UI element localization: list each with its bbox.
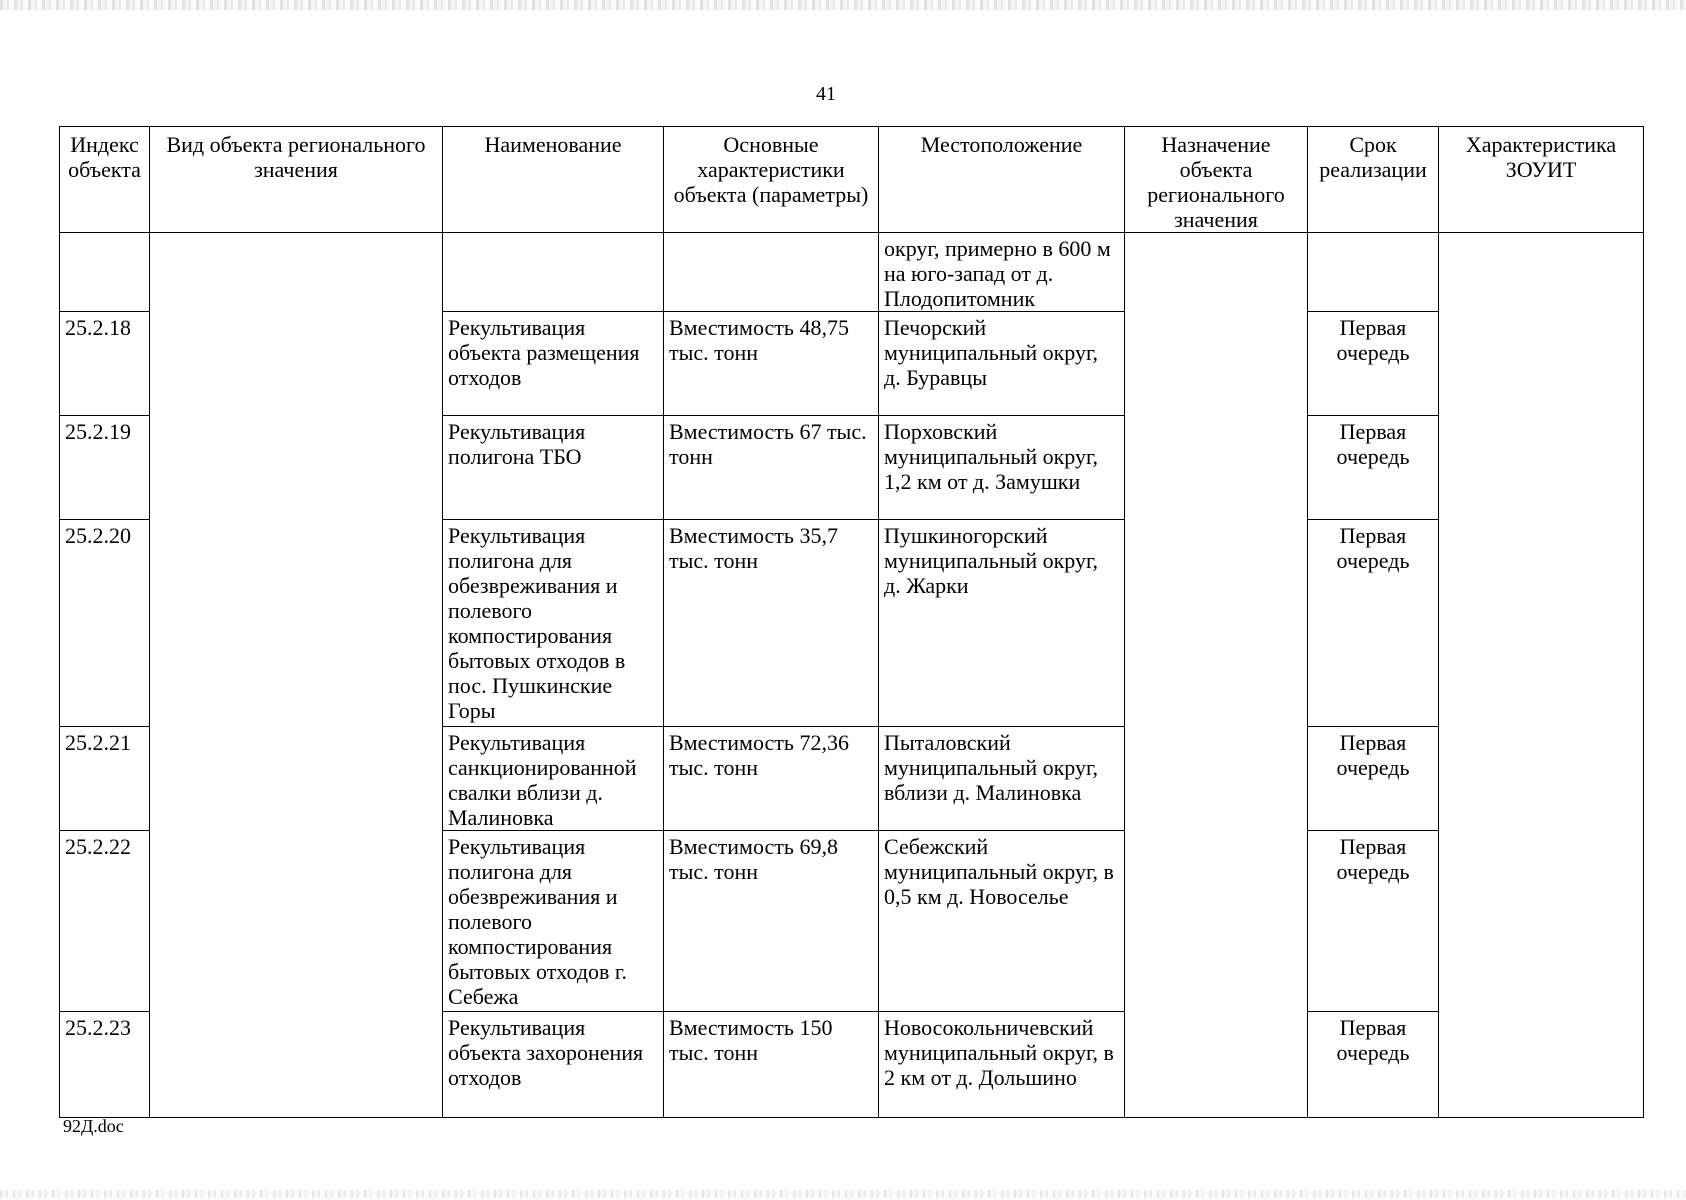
cell-term: Первая очередь [1308,1012,1439,1118]
cell-params: Вместимость 72,36 тыс. тонн [664,727,879,831]
scan-edge-top [0,0,1686,10]
header-zouit: Характеристика ЗОУИТ [1439,127,1644,233]
cell-term: Первая очередь [1308,416,1439,520]
cell-index: 25.2.20 [60,520,150,727]
cell-name: Рекультивация объекта захоронения отходов [443,1012,664,1118]
cell-zouit-merged [1439,233,1644,1118]
header-location: Местоположение [879,127,1125,233]
cell-term: Первая очередь [1308,312,1439,416]
cell-index: 25.2.23 [60,1012,150,1118]
cell-params: Вместимость 35,7 тыс. тонн [664,520,879,727]
cell-params: Вместимость 48,75 тыс. тонн [664,312,879,416]
footer-file-name: 92Д.doc [63,1116,124,1136]
header-type: Вид объекта регионального значения [150,127,443,233]
cell-location: Печорский муниципальный округ, д. Буравцы [879,312,1125,416]
cell-index: 25.2.18 [60,312,150,416]
page-number: 41 [816,83,836,105]
cell-type-merged [150,233,443,1118]
cell-name: Рекультивация полигона ТБО [443,416,664,520]
cell-name: Рекультивация полигона для обезвреживания и полевого компостирования бытовых отходов г. Себежа [443,831,664,1012]
cell-index: 25.2.21 [60,727,150,831]
cell-location: Пушкиногорский муниципальный округ, д. Жарки [879,520,1125,727]
cell-term: Первая очередь [1308,831,1439,1012]
cell-name: Рекультивация полигона для обезвреживания и полевого компостирования бытовых отходов в пос. Пушкинские Горы [443,520,664,727]
table-header-row [60,127,1644,233]
cell-params [664,233,879,312]
scan-edge-bottom [0,1190,1686,1198]
cell-location: Новосокольничевский муниципальный округ, в 2 км от д. Дольшино [879,1012,1125,1118]
cell-term: Первая очередь [1308,520,1439,727]
cell-index [60,233,150,312]
cell-term: Первая очередь [1308,727,1439,831]
cell-location: Себежский муниципальный округ, в 0,5 км д. Новоселье [879,831,1125,1012]
cell-params: Вместимость 67 тыс. тонн [664,416,879,520]
cell-index: 25.2.19 [60,416,150,520]
cell-location: Пыталовский муниципальный округ, вблизи д. Малиновка [879,727,1125,831]
cell-location: округ, примерно в 600 м на юго-запад от д. Плодопитомник [879,233,1125,312]
cell-index: 25.2.22 [60,831,150,1012]
cell-params: Вместимость 150 тыс. тонн [664,1012,879,1118]
header-purpose: Назначение объекта регионального значения [1125,127,1308,233]
header-term: Срок реализации [1308,127,1439,233]
table-row-continued [60,233,1644,312]
cell-term [1308,233,1439,312]
header-name: Наименование [443,127,664,233]
cell-name: Рекультивация объекта размещения отходов [443,312,664,416]
header-index: Индекс объекта [60,127,150,233]
header-params: Основные характеристики объекта (параметры) [664,127,879,233]
cell-location: Порховский муниципальный округ, 1,2 км от д. Замушки [879,416,1125,520]
regional-objects-table [59,126,1644,1118]
cell-purpose-merged [1125,233,1308,1118]
cell-params: Вместимость 69,8 тыс. тонн [664,831,879,1012]
cell-name [443,233,664,312]
cell-name: Рекультивация санкционированной свалки вблизи д. Малиновка [443,727,664,831]
